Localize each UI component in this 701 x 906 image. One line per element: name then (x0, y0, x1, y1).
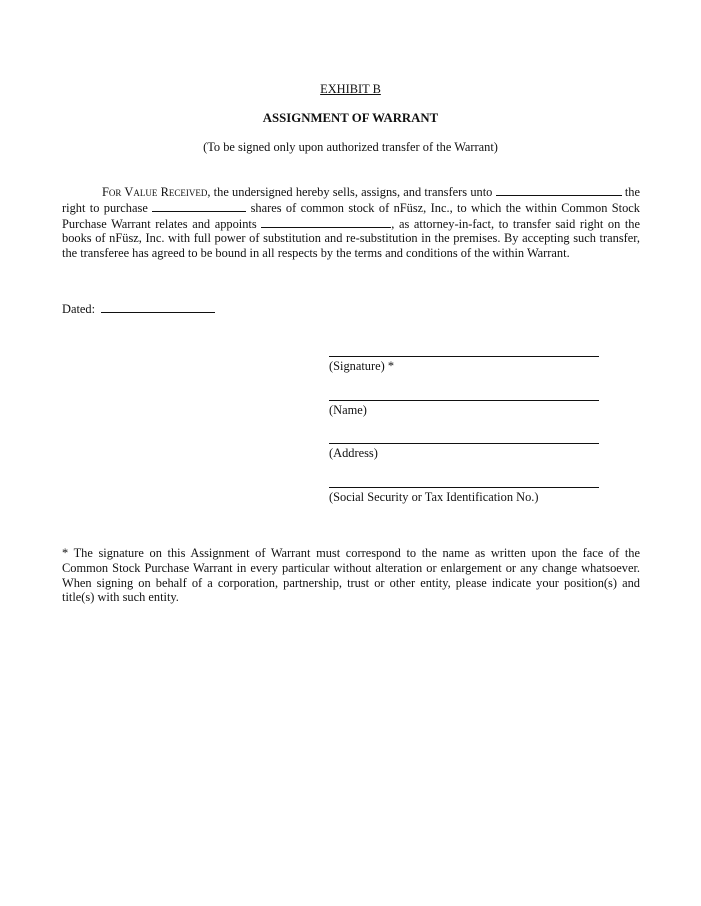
tax-id-label: (Social Security or Tax Identification No.) (329, 490, 539, 504)
dated-label: Dated: (62, 302, 96, 316)
attorney-in-fact-blank[interactable] (261, 216, 391, 228)
for-value-received: For Value Received (102, 185, 208, 199)
signature-field (329, 356, 599, 374)
assignment-paragraph (62, 184, 640, 261)
shares-count-blank[interactable] (152, 200, 246, 212)
paragraph-text-2: the right to purchase (62, 185, 640, 215)
tax-id-field (329, 487, 599, 505)
footnote: * The signature on this Assignment of Warrant must correspond to the name as written upon the face of the Common Stock Purchase Warrant in every particular without alteration or enlargement or any change whatsoever. When signing on behalf of a corporation, partnership, trust or other entity, please indicate your position(s) and title(s) with such entity. (62, 546, 640, 605)
address-field (329, 443, 599, 461)
exhibit-label: EXHIBIT B (320, 82, 381, 96)
name-field (329, 400, 599, 418)
date-blank[interactable] (101, 301, 215, 313)
document-subtitle: (To be signed only upon authorized transfer of the Warrant) (203, 140, 498, 154)
dated-field (62, 301, 215, 317)
address-label: (Address) (329, 446, 378, 460)
signature-label: (Signature) * (329, 359, 395, 373)
name-line[interactable] (329, 400, 599, 401)
address-line[interactable] (329, 443, 599, 444)
paragraph-text-1: , the undersigned hereby sells, assigns, and transfers unto (207, 185, 496, 199)
assignee-blank[interactable] (496, 184, 622, 196)
paragraph-text-4: , as attorney-in-fact, to transfer said right on the books of nFüsz, Inc. with full power of substitution and re-substitution in the premises. By accepting such transfer, the transferee has agreed to be bound in all respects by the terms and conditions of the within Warrant. (62, 216, 641, 261)
tax-id-line[interactable] (329, 487, 599, 488)
document-title: ASSIGNMENT OF WARRANT (262, 111, 439, 125)
paragraph-text-3: shares of common stock of nFüsz, Inc., to which the within Common Stock Purchase Warrant relates and appoints (62, 200, 640, 231)
signature-line[interactable] (329, 356, 599, 357)
name-label: (Name) (329, 403, 367, 417)
